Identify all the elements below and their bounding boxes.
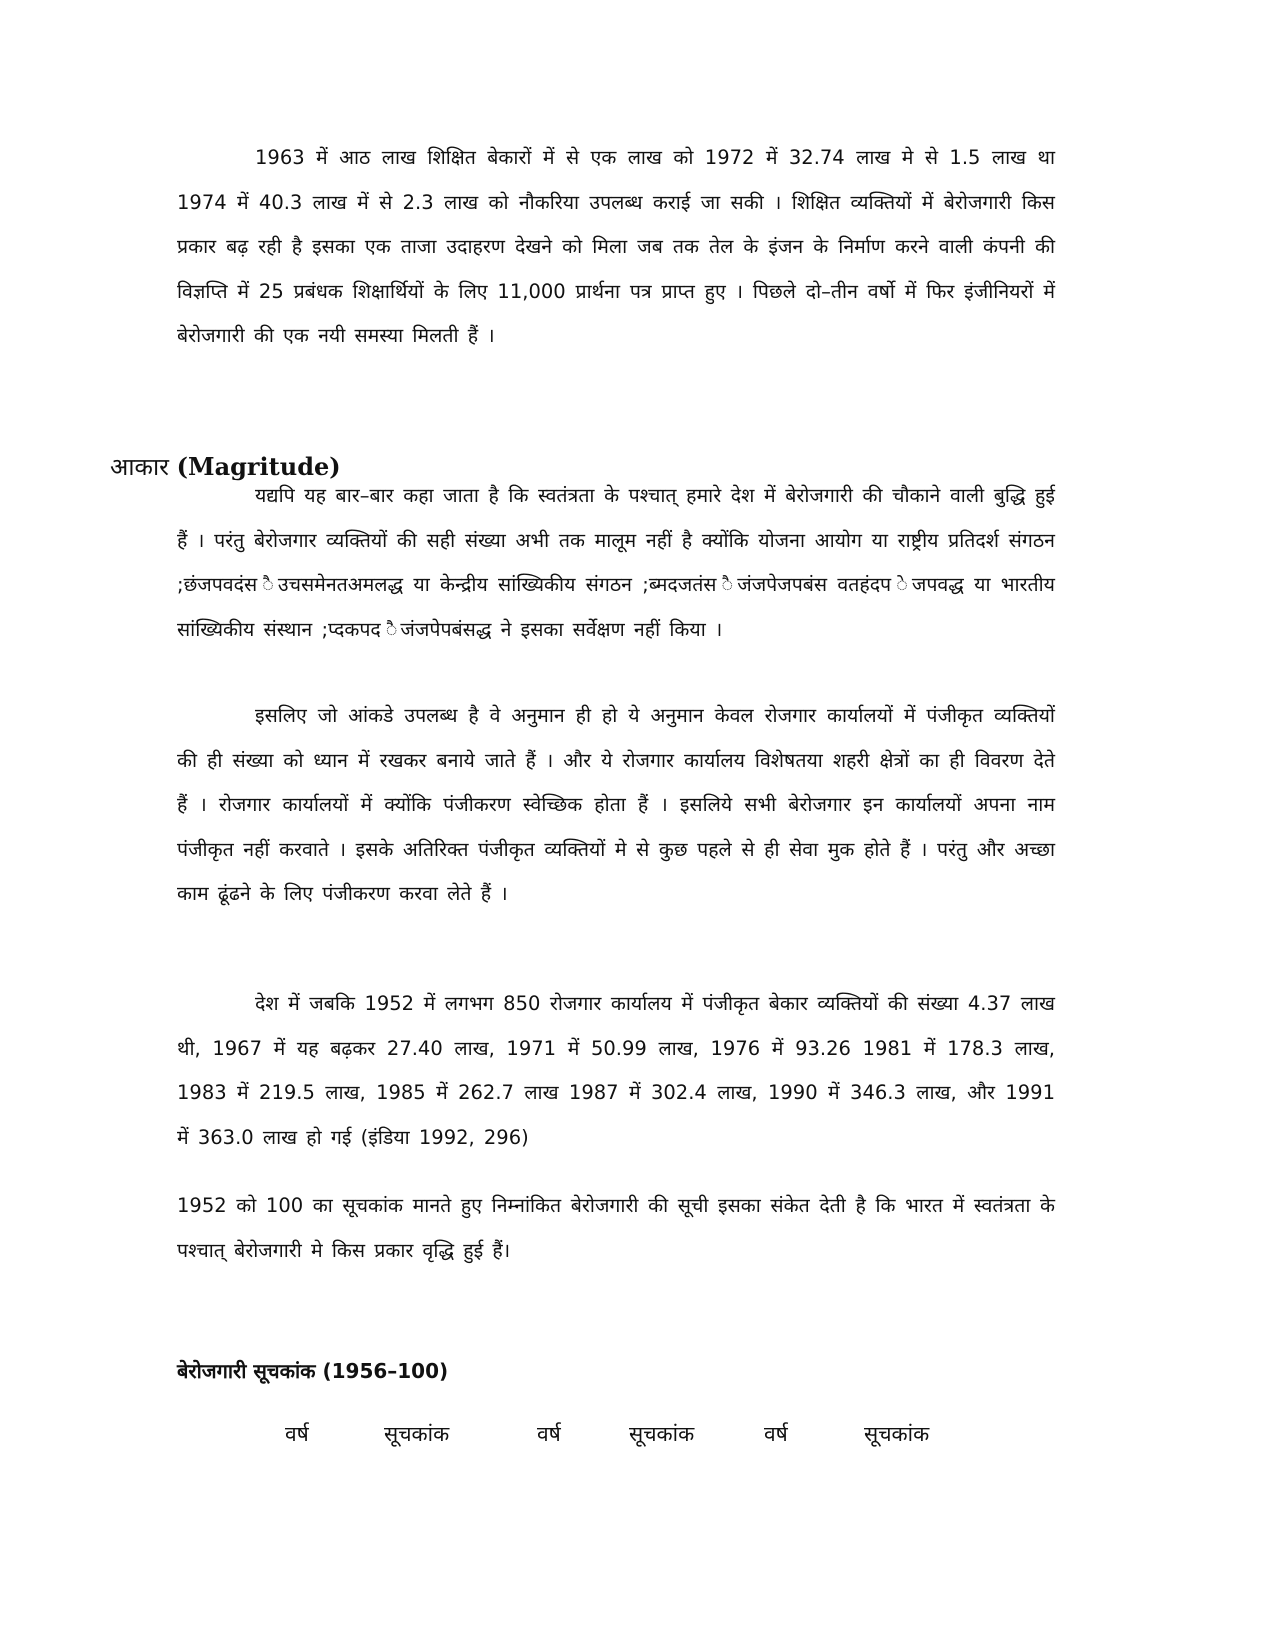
table-header-cell: सूचकांक — [629, 1422, 695, 1446]
paragraph-magnitude-intro: यद्यपि यह बार–बार कहा जाता है कि स्वतंत्रता के पश्चात् हमारे देश में बेरोजगारी की चौकाने वाली बुद्धि हुई हैं । परंतु बेरोजगार व्यक्तियों की सही संख्या अभी तक मालूम नहीं है क्योंकि योजना आयोग या राष्ट्रीय प्रतिदर्श संगठन ;छंजपवदंस ैउचसमेनतअमलद्ध या केन्द्रीय सांख्यिकीय संगठन ;ब्मदजतंस ैजंजपेजपबंस वतहंदप ेजपवद्ध या भारतीय सांख्यिकीय संस्थान ;प्दकपद ैजंजपेपबंसद्ध ने इसका सर्वेक्षण नहीं किया । — [177, 484, 1055, 641]
table-header-cell: सूचकांक — [864, 1422, 930, 1446]
table-header-cell: वर्ष — [764, 1422, 788, 1446]
table-header-cell: वर्ष — [285, 1422, 309, 1446]
table-header-cell: सूचकांक — [384, 1422, 450, 1446]
paragraph-index-explanation: 1952 को 100 का सूचकांक मानते हुए निम्नांकित बेरोजगारी की सूची इसका संकेत देती है कि भारत में स्वतंत्रता के पश्चात् बेरोजगारी मे किस प्रकार वृद्धि हुई हैं। — [177, 1194, 1055, 1262]
table-header-cell: वर्ष — [537, 1422, 561, 1446]
paragraph-registered-unemployed-figures: देश में जबकि 1952 में लगभग 850 रोजगार कार्यालय में पंजीकृत बेकार व्यक्तियों की संख्या 4.37 लाख थी, 1967 में यह बढ़कर 27.40 लाख, 1971 में 50.99 लाख, 1976 में 93.26 1981 में 178.3 लाख, 1983 में 219.5 लाख, 1985 में 262.7 लाख 1987 में 302.4 लाख, 1990 में 346.3 लाख, और 1991 में 363.0 लाख हो गई (इंडिया 1992, 296) — [177, 992, 1055, 1149]
heading-english: (Magritude) — [176, 452, 341, 481]
heading-hindi: आकार — [110, 453, 169, 481]
paragraph-employment-exchange-estimates: इसलिए जो आंकडे उपलब्ध है वे अनुमान ही हो ये अनुमान केवल रोजगार कार्यालयों में पंजीकृत व्यक्तियों की ही संख्या को ध्यान में रखकर बनाये जाते हैं । और ये रोजगार कार्यालय विशेषतया शहरी क्षेत्रों का ही विवरण देते हैं । रोजगार कार्यालयों में क्योंकि पंजीकरण स्वेच्छिक होता हैं । इसलिये सभी बेरोजगार इन कार्यालयों अपना नाम पंजीकृत नहीं करवाते । इसके अतिरिक्त पंजीकृत व्यक्तियों मे से कुछ पहले से ही सेवा मुक होते हैं । परंतु और अच्छा काम ढूंढने के लिए पंजीकरण करवा लेते हैं । — [177, 704, 1055, 906]
table-title: बेरोजगारी सूचकांक (1956–100) — [177, 1359, 449, 1383]
paragraph-educated-unemployment: 1963 में आठ लाख शिक्षित बेकारों में से एक लाख को 1972 में 32.74 लाख मे से 1.5 लाख था 1974 में 40.3 लाख में से 2.3 लाख को नौकरिया उपलब्ध कराई जा सकी । शिक्षित व्यक्तियों में बेरोजगारी किस प्रकार बढ़ रही है इसका एक ताजा उदाहरण देखने को मिला जब तक तेल के इंजन के निर्माण करने वाली कंपनी की विज्ञप्ति में 25 प्रबंधक शिक्षार्थियों के लिए 11,000 प्रार्थना पत्र प्राप्त हुए । पिछले दो–तीन वर्षो में फिर इंजीनियरों में बेरोजगारी की एक नयी समस्या मिलती हैं । — [177, 146, 1055, 348]
table-header-row — [0, 1420, 1275, 1454]
